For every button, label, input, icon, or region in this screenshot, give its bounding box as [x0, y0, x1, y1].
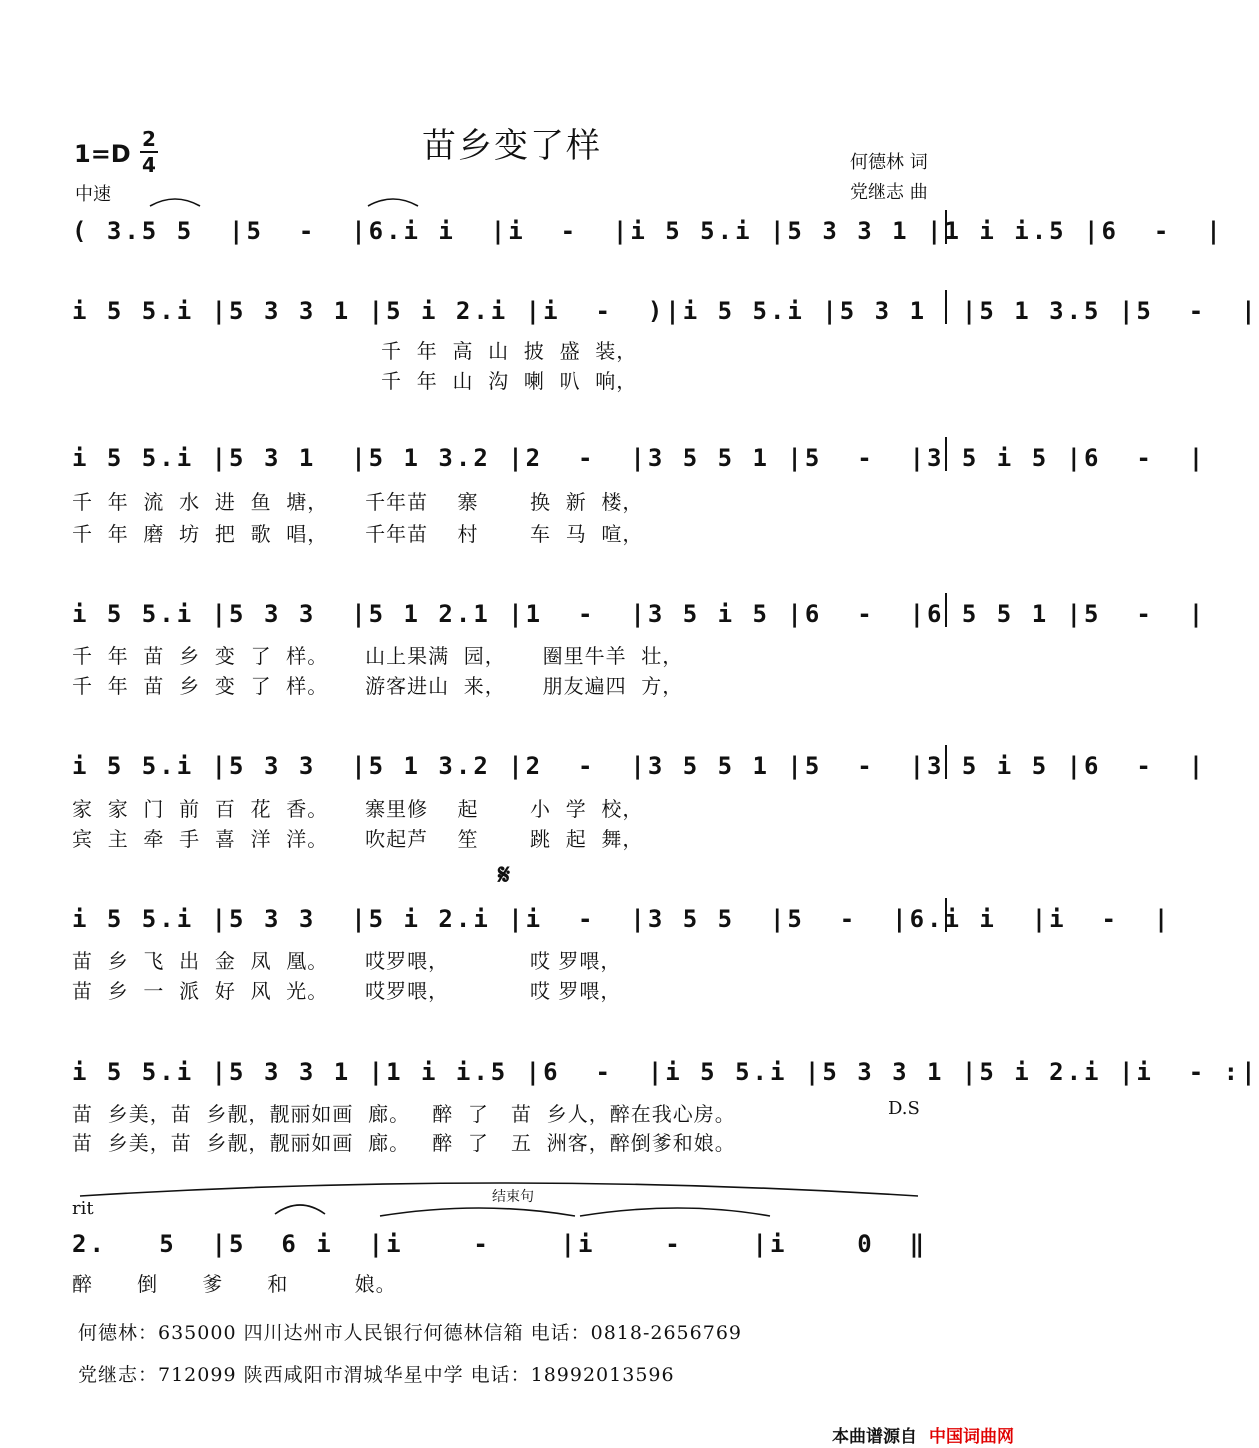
- slur: [150, 199, 200, 206]
- tie: [380, 1208, 575, 1216]
- key-signature: 1=D: [74, 140, 131, 168]
- time-bottom: 4: [142, 153, 156, 177]
- source-prefix: 本曲谱源自: [832, 1427, 917, 1447]
- source-site-link[interactable]: 中国词曲网: [929, 1427, 1014, 1447]
- lyrics-verse-2: 千 年 山 沟 喇 叭 响，: [72, 369, 638, 393]
- song-title: 苗乡变了样: [422, 126, 602, 166]
- ending-label: 结束句: [492, 1189, 534, 1205]
- notation-line: 2. 5 |5 6 i |i - |i - |i 0 ‖: [72, 1230, 928, 1258]
- lyrics-verse-2: 宾 主 牵 手 喜 洋 洋。 吹起芦 笙 跳 起 舞，: [72, 827, 644, 851]
- time-top: 2: [142, 127, 156, 151]
- notation-line: i 5 5.i |5 3 3 |5 i 2.i |i - |3 5 5 |5 - |6.i i |i - |: [72, 905, 1172, 933]
- ritardando-mark: rit: [72, 1198, 94, 1219]
- tempo-marking: 中速: [75, 184, 111, 205]
- lyrics-verse-1: 千 年 流 水 进 鱼 塘， 千年苗 寨 换 新 楼，: [72, 490, 644, 514]
- lyrics-verse-2: 千 年 苗 乡 变 了 样。 游客进山 来， 朋友遍四 方，: [72, 674, 684, 698]
- phrase-bracket: [80, 1183, 918, 1196]
- source-attribution: [832, 1422, 1014, 1447]
- da-segno-mark: D.S: [888, 1098, 920, 1119]
- notation-line: i 5 5.i |5 3 3 1 |5 i 2.i |i - )|i 5 5.i |5 3 1 |5 1 3.5 |5 - |: [72, 297, 1259, 325]
- notation-line: i 5 5.i |5 3 3 1 |1 i i.5 |6 - |i 5 5.i |5 3 3 1 |5 i 2.i |i - :|: [72, 1058, 1259, 1086]
- lyrics-verse-1: 千 年 苗 乡 变 了 样。 山上果满 园， 圈里牛羊 壮，: [72, 644, 684, 668]
- lyrics-verse-1: 家 家 门 前 百 花 香。 寨里修 起 小 学 校，: [72, 797, 644, 821]
- slur: [368, 199, 418, 206]
- notation-line: i 5 5.i |5 3 3 |5 1 3.2 |2 - |3 5 5 1 |5 - |3 5 i 5 |6 - |: [72, 752, 1207, 780]
- fermata-slur: [275, 1205, 325, 1214]
- notation-line: i 5 5.i |5 3 1 |5 1 3.2 |2 - |3 5 5 1 |5 - |3 5 i 5 |6 - |: [72, 444, 1207, 472]
- composer-credit: 党继志 曲: [850, 182, 928, 203]
- lyrics-verse-2: 苗 乡 一 派 好 风 光。 哎罗喂， 哎 罗喂，: [72, 979, 622, 1003]
- lyrics-verse-2: 苗 乡美，苗 乡靓，靓丽如画 廊。 醉 了 五 洲客，醉倒爹和娘。: [72, 1131, 736, 1155]
- lyricist-credit: 何德林 词: [850, 152, 928, 173]
- segno-sign: 𝄋: [498, 858, 511, 891]
- notation-line: i 5 5.i |5 3 3 |5 1 2.1 |1 - |3 5 i 5 |6 - |6 5 5 1 |5 - |: [72, 600, 1207, 628]
- lyrics-verse-2: 千 年 磨 坊 把 歌 唱， 千年苗 村 车 马 喧，: [72, 522, 644, 546]
- lyrics-verse-1: 千 年 高 山 披 盛 装，: [72, 339, 638, 363]
- contact-lyricist: 何德林：635000 四川达州市人民银行何德林信箱 电话：0818-2656769: [78, 1322, 743, 1344]
- notation-line: ( 3.5 5 |5 - |6.i i |i - |i 5 5.i |5 3 3 1 |1 i i.5 |6 - |: [72, 217, 1224, 245]
- lyrics-verse-1: 苗 乡 飞 出 金 凤 凰。 哎罗喂， 哎 罗喂，: [72, 949, 622, 973]
- lyrics-verse-1: 苗 乡美，苗 乡靓，靓丽如画 廊。 醉 了 苗 乡人，醉在我心房。: [72, 1102, 736, 1126]
- contact-composer: 党继志：712099 陕西咸阳市渭城华星中学 电话：18992013596: [78, 1364, 675, 1386]
- tie: [580, 1208, 770, 1216]
- lyrics-ending: 醉 倒 爹 和 娘。: [72, 1272, 397, 1296]
